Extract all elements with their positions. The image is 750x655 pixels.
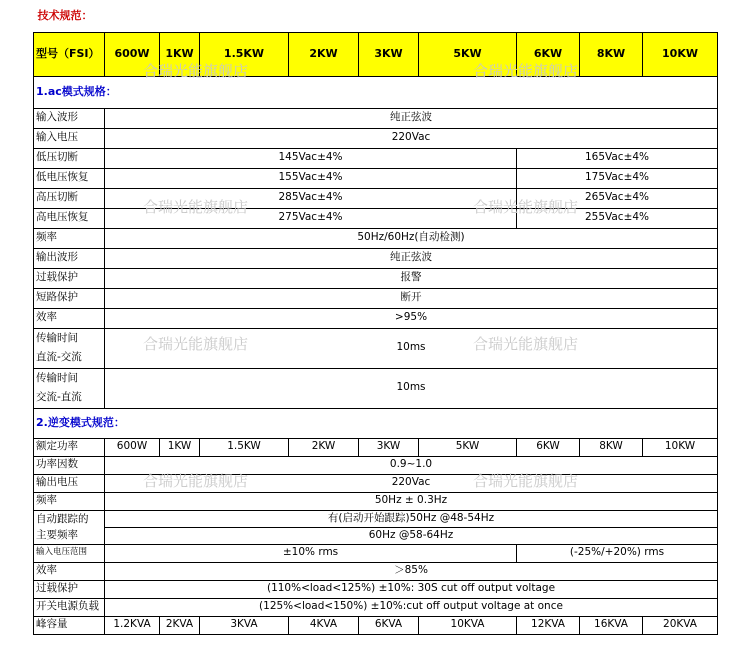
rated-cell: 6KW: [517, 438, 580, 456]
table-row: [34, 208, 718, 228]
row-label: 过载保护: [34, 580, 105, 598]
row-value-right: (-25%/+20%) rms: [517, 544, 718, 562]
watermark: 合瑞光能旗舰店: [143, 472, 249, 490]
row-label: 开关电源负载: [34, 598, 105, 616]
row-label: 输出电压: [34, 474, 105, 492]
watermark: 合瑞光能旗舰店: [143, 198, 249, 216]
row-value: 断开: [105, 288, 718, 308]
spec-table: [33, 0, 718, 635]
table-row: [34, 492, 718, 510]
watermark: 合瑞光能旗舰店: [473, 198, 579, 216]
peak-cell: 1.2KVA: [105, 616, 160, 634]
row-label: 输入电压: [34, 128, 105, 148]
peak-cell: 16KVA: [580, 616, 643, 634]
watermark: 合瑞光能旗舰店: [143, 62, 249, 80]
rated-cell: 8KW: [580, 438, 643, 456]
table-row: [34, 188, 718, 208]
rated-cell: 1.5KW: [200, 438, 289, 456]
inverter-section-heading: 2.逆变模式规范：: [34, 408, 718, 438]
rated-cell: 10KW: [643, 438, 718, 456]
peak-cell: 6KVA: [359, 616, 419, 634]
table-row: [34, 128, 718, 148]
row-value-left: 155Vac±4%: [105, 168, 517, 188]
table-row: [34, 168, 718, 188]
row-label: 输入波形: [34, 108, 105, 128]
table-row: [34, 148, 718, 168]
peak-capacity-row: [34, 616, 718, 634]
row-value: 50Hz/60Hz(自动检测): [105, 228, 718, 248]
watermark: 合瑞光能旗舰店: [473, 472, 579, 490]
table-row: [34, 510, 718, 527]
rated-cell: 2KW: [289, 438, 359, 456]
watermark: 合瑞光能旗舰店: [473, 335, 579, 353]
peak-cell: 12KVA: [517, 616, 580, 634]
row-label: 功率因数: [34, 456, 105, 474]
row-label-line1: 传输时间: [36, 332, 78, 344]
table-row: [34, 598, 718, 616]
row-label: 短路保护: [34, 288, 105, 308]
peak-cell: 3KVA: [200, 616, 289, 634]
model-1kw: 1KW: [160, 32, 200, 76]
row-value: 10ms: [105, 328, 718, 368]
model-5kw: 5KW: [419, 32, 517, 76]
table-row: [34, 288, 718, 308]
watermark: 合瑞光能旗舰店: [143, 335, 249, 353]
peak-cell: 20KVA: [643, 616, 718, 634]
row-value-right: 255Vac±4%: [517, 208, 718, 228]
row-label-line1: 传输时间: [36, 372, 78, 384]
row-label: 过载保护: [34, 268, 105, 288]
row-value-left: 285Vac±4%: [105, 188, 517, 208]
row-value: ＞85%: [105, 562, 718, 580]
table-row: [34, 328, 718, 368]
row-value-right: 165Vac±4%: [517, 148, 718, 168]
table-row: [34, 562, 718, 580]
row-label: [34, 510, 105, 544]
row-label: [34, 368, 105, 408]
ac-section-heading: 1.ac模式规格：: [34, 76, 718, 108]
row-label: 效率: [34, 562, 105, 580]
rated-power-row: [34, 438, 718, 456]
model-600w: 600W: [105, 32, 160, 76]
row-value: 0.9~1.0: [105, 456, 718, 474]
row-value: 220Vac: [105, 474, 718, 492]
row-value-right: 265Vac±4%: [517, 188, 718, 208]
row-label: 效率: [34, 308, 105, 328]
row-value: 纯正弦波: [105, 248, 718, 268]
peak-cell: 4KVA: [289, 616, 359, 634]
table-row: [34, 248, 718, 268]
row-label: 高电压恢复: [34, 208, 105, 228]
spec-title: 技术规范：: [37, 8, 93, 22]
model-10kw: 10KW: [643, 32, 718, 76]
table-row: [34, 308, 718, 328]
row-label: 低压切断: [34, 148, 105, 168]
row-label: 输入电压范围: [34, 544, 105, 562]
row-value-left: 145Vac±4%: [105, 148, 517, 168]
row-value: 报警: [105, 268, 718, 288]
row-value: 纯正弦波: [105, 108, 718, 128]
model-label: 型号（FSI）: [34, 32, 105, 76]
model-2kw: 2KW: [289, 32, 359, 76]
row-label: 频率: [34, 492, 105, 510]
row-value: >95%: [105, 308, 718, 328]
row-value: 50Hz ± 0.3Hz: [105, 492, 718, 510]
table-row: [34, 108, 718, 128]
rated-cell: 3KW: [359, 438, 419, 456]
row-label: 高压切断: [34, 188, 105, 208]
peak-cell: 10KVA: [419, 616, 517, 634]
row-label-line2: 交流-直流: [36, 391, 82, 403]
rated-cell: 5KW: [419, 438, 517, 456]
row-value: 220Vac: [105, 128, 718, 148]
row-value-right: 175Vac±4%: [517, 168, 718, 188]
table-row: [34, 456, 718, 474]
row-value: 10ms: [105, 368, 718, 408]
row-label-line2: 直流-交流: [36, 351, 82, 363]
table-row: [34, 368, 718, 408]
model-6kw: 6KW: [517, 32, 580, 76]
table-row: [34, 527, 718, 544]
model-3kw: 3KW: [359, 32, 419, 76]
table-row: [34, 544, 718, 562]
watermark: 合瑞光能旗舰店: [473, 62, 579, 80]
row-label: 低电压恢复: [34, 168, 105, 188]
model-8kw: 8KW: [580, 32, 643, 76]
table-row: [34, 268, 718, 288]
row-value: 60Hz @58-64Hz: [105, 527, 718, 544]
rated-cell: 600W: [105, 438, 160, 456]
row-value: 有(启动开始跟踪)50Hz @48-54Hz: [105, 510, 718, 527]
table-row: [34, 228, 718, 248]
table-row: [34, 474, 718, 492]
row-label: 峰容量: [34, 616, 105, 634]
table-row: [34, 580, 718, 598]
row-value-left: 275Vac±4%: [105, 208, 517, 228]
row-value: (110%<load<125%) ±10%: 30S cut off output voltage: [105, 580, 718, 598]
rated-cell: 1KW: [160, 438, 200, 456]
row-label: 频率: [34, 228, 105, 248]
model-1-5kw: 1.5KW: [200, 32, 289, 76]
row-value: (125%<load<150%) ±10%:cut off output voltage at once: [105, 598, 718, 616]
model-header-row: [34, 32, 718, 76]
row-label: 额定功率: [34, 438, 105, 456]
row-label-line2: 主要频率: [36, 529, 78, 541]
row-value-left: ±10% rms: [105, 544, 517, 562]
row-label-line1: 自动跟踪的: [36, 513, 89, 525]
row-label: [34, 328, 105, 368]
row-label: 输出波形: [34, 248, 105, 268]
peak-cell: 2KVA: [160, 616, 200, 634]
